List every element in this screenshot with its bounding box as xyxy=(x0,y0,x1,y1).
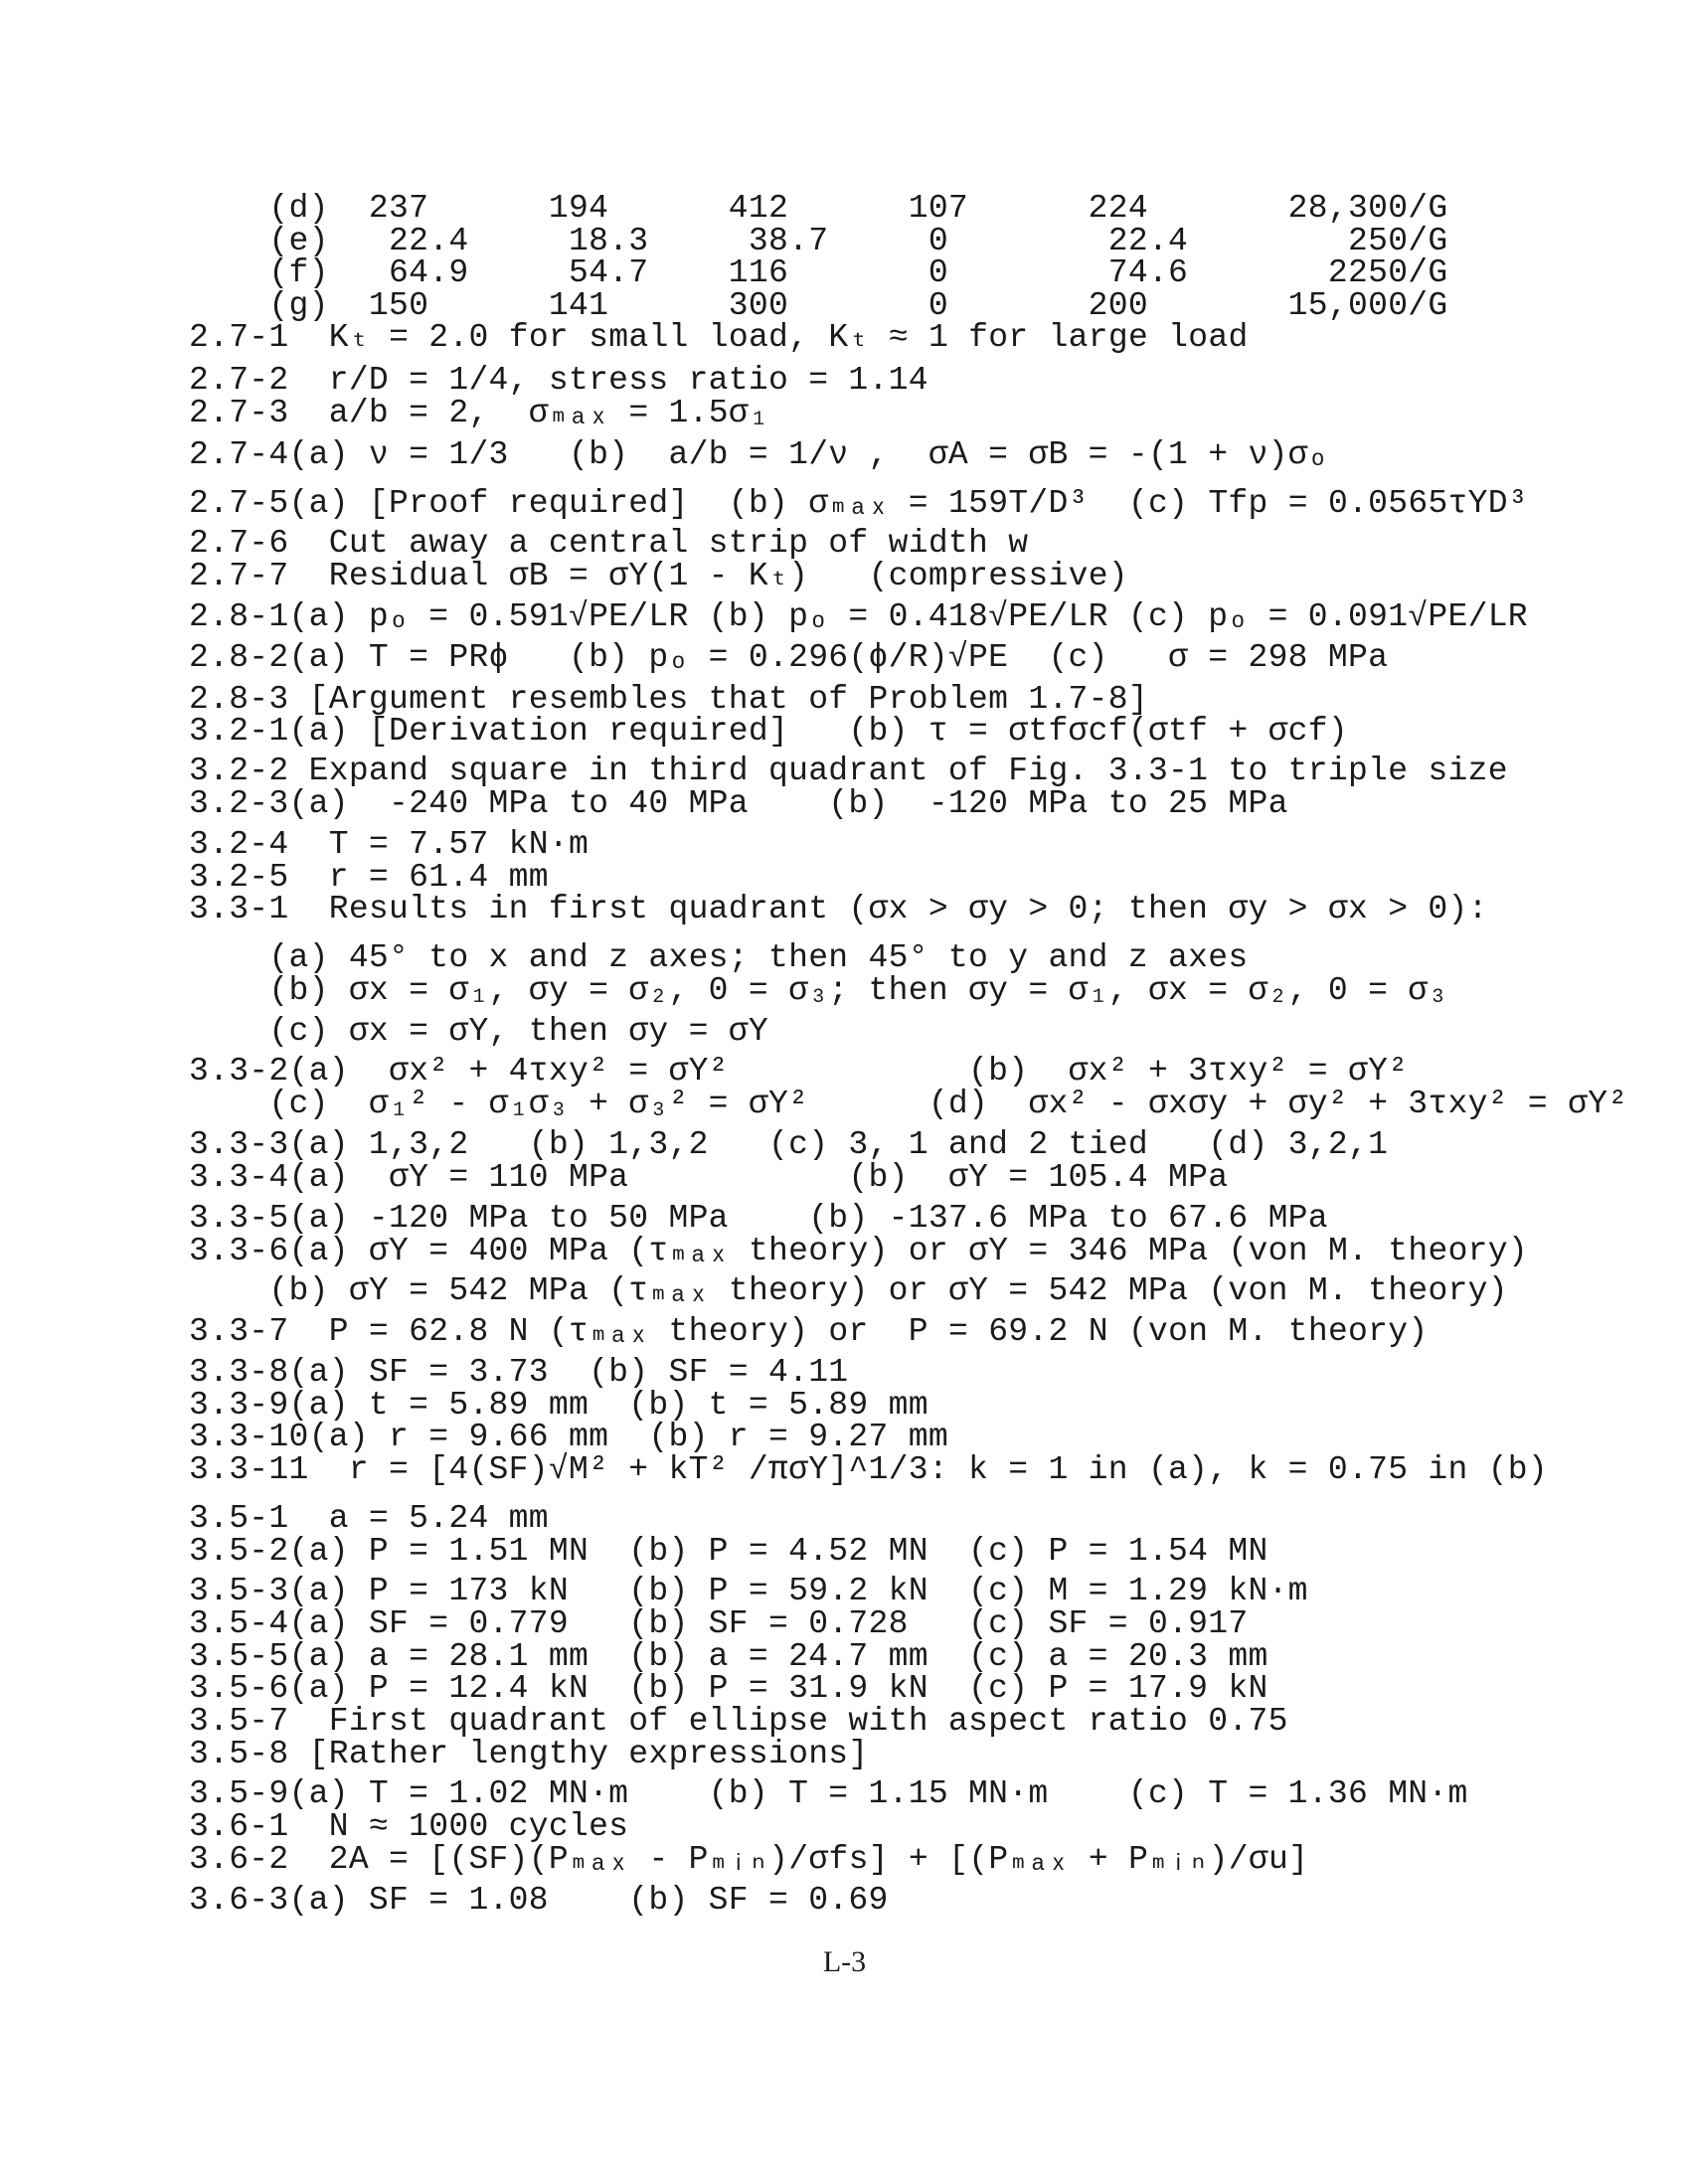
answer-line: (c) σ₁² - σ₁σ₃ + σ₃² = σY² (d) σx² - σxσy + σy² + 3τxy² = σY² xyxy=(189,1086,1628,1122)
answer-line: 3.6-3(a) SF = 1.08 (b) SF = 0.69 xyxy=(189,1882,889,1919)
answer-line: 3.3-5(a) -120 MPa to 50 MPa (b) -137.6 MPa to 67.6 MPa xyxy=(189,1200,1328,1237)
answer-line: 3.5-9(a) T = 1.02 MN·m (b) T = 1.15 MN·m (c) T = 1.36 MN·m xyxy=(189,1775,1468,1812)
answer-line: 3.5-6(a) P = 12.4 kN (b) P = 31.9 kN (c) P = 17.9 kN xyxy=(189,1670,1268,1707)
answer-line: (d) 237 194 412 107 224 28,300/G xyxy=(189,190,1448,227)
answer-line: 3.5-7 First quadrant of ellipse with aspect ratio 0.75 xyxy=(189,1703,1288,1740)
answer-line: 3.5-3(a) P = 173 kN (b) P = 59.2 kN (c) M = 1.29 kN·m xyxy=(189,1573,1308,1609)
answer-line: 2.7-4(a) ν = 1/3 (b) a/b = 1/ν , σA = σB = -(1 + ν)σₒ xyxy=(189,436,1328,473)
answer-line: 3.3-3(a) 1,3,2 (b) 1,3,2 (c) 3, 1 and 2 tied (d) 3,2,1 xyxy=(189,1126,1389,1163)
answer-line: (c) σx = σY, then σy = σY xyxy=(189,1013,768,1050)
answer-line: 2.7-5(a) [Proof required] (b) σₘₐₓ = 159T/D³ (c) Tfp = 0.0565τYD³ xyxy=(189,485,1528,522)
answer-line: 3.3-11 r = [4(SF)√M² + kT² /πσY]^1/3: k = 1 in (a), k = 0.75 in (b) xyxy=(189,1451,1549,1488)
answer-line: 3.6-1 N ≈ 1000 cycles xyxy=(189,1808,629,1845)
answer-line: 2.7-3 a/b = 2, σₘₐₓ = 1.5σ₁ xyxy=(189,395,769,431)
answer-line: 3.2-3(a) -240 MPa to 40 MPa (b) -120 MPa to 25 MPa xyxy=(189,785,1288,822)
answer-line: 3.3-2(a) σx² + 4τxy² = σY² (b) σx² + 3τxy² = σY² xyxy=(189,1053,1409,1090)
answer-line: (b) σY = 542 MPa (τₘₐₓ theory) or σY = 542 MPa (von M. theory) xyxy=(189,1272,1508,1309)
answer-line: 3.5-4(a) SF = 0.779 (b) SF = 0.728 (c) SF = 0.917 xyxy=(189,1605,1249,1642)
answer-line: 3.3-10(a) r = 9.66 mm (b) r = 9.27 mm xyxy=(189,1419,948,1455)
answer-line: 2.8-2(a) T = PRϕ (b) pₒ = 0.296(ϕ/R)√PE (c) σ = 298 MPa xyxy=(189,639,1389,676)
answer-line: 2.7-7 Residual σB = σY(1 - Kₜ) (compressive) xyxy=(189,558,1128,594)
answer-line: 2.7-1 Kₜ = 2.0 for small load, Kₜ ≈ 1 for large load xyxy=(189,319,1249,356)
answer-line: 3.5-8 [Rather lengthy expressions] xyxy=(189,1736,869,1772)
answer-line: 3.2-2 Expand square in third quadrant of Fig. 3.3-1 to triple size xyxy=(189,753,1508,789)
answer-line: (b) σx = σ₁, σy = σ₂, 0 = σ₃; then σy = σ₁, σx = σ₂, 0 = σ₃ xyxy=(189,972,1448,1009)
answer-line: 3.2-4 T = 7.57 kN·m xyxy=(189,826,590,863)
answer-line: 3.5-2(a) P = 1.51 MN (b) P = 4.52 MN (c) P = 1.54 MN xyxy=(189,1533,1268,1570)
answer-line: 2.8-3 [Argument resembles that of Problem 1.7-8] xyxy=(189,681,1148,718)
answer-line: (f) 64.9 54.7 116 0 74.6 2250/G xyxy=(189,254,1448,291)
answer-line: 2.7-6 Cut away a central strip of width w xyxy=(189,525,1029,562)
answer-line: 3.2-5 r = 61.4 mm xyxy=(189,859,549,896)
answer-line: 3.3-7 P = 62.8 N (τₘₐₓ theory) or P = 69.2 N (von M. theory) xyxy=(189,1313,1429,1350)
answer-line: (a) 45° to x and z axes; then 45° to y and z axes xyxy=(189,939,1249,976)
answer-line: 3.3-6(a) σY = 400 MPa (τₘₐₓ theory) or σY = 346 MPa (von M. theory) xyxy=(189,1233,1528,1269)
answer-line: 3.3-8(a) SF = 3.73 (b) SF = 4.11 xyxy=(189,1354,849,1391)
answer-line: 3.3-4(a) σY = 110 MPa (b) σY = 105.4 MPa xyxy=(189,1159,1229,1196)
answer-line: 2.7-2 r/D = 1/4, stress ratio = 1.14 xyxy=(189,362,929,399)
answer-line: 2.8-1(a) pₒ = 0.591√PE/LR (b) pₒ = 0.418√PE/LR (c) pₒ = 0.091√PE/LR xyxy=(189,598,1528,635)
answer-line: 3.5-1 a = 5.24 mm xyxy=(189,1500,549,1537)
answer-line: (e) 22.4 18.3 38.7 0 22.4 250/G xyxy=(189,223,1448,259)
answer-line: 3.3-9(a) t = 5.89 mm (b) t = 5.89 mm xyxy=(189,1387,929,1424)
answer-line: 3.6-2 2A = [(SF)(Pₘₐₓ - Pₘᵢₙ)/σfs] + [(Pₘₐₓ + Pₘᵢₙ)/σu] xyxy=(189,1841,1309,1878)
page-number: L-3 xyxy=(822,1945,867,1978)
answer-line: (g) 150 141 300 0 200 15,000/G xyxy=(189,287,1448,324)
answer-line: 3.5-5(a) a = 28.1 mm (b) a = 24.7 mm (c) a = 20.3 mm xyxy=(189,1638,1268,1675)
answer-line: 3.3-1 Results in first quadrant (σx > σy > 0; then σy > σx > 0): xyxy=(189,891,1488,927)
answer-line: 3.2-1(a) [Derivation required] (b) τ = σtfσcf(σtf + σcf) xyxy=(189,713,1348,750)
